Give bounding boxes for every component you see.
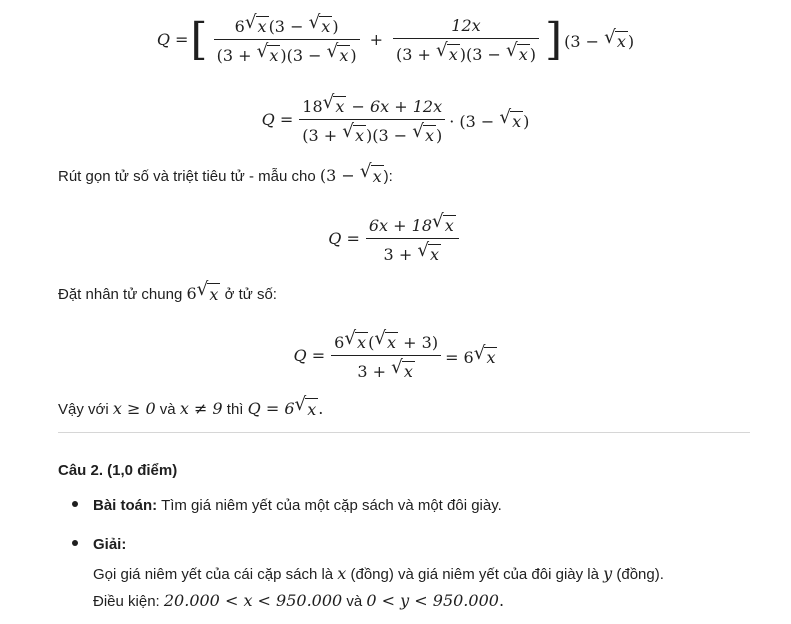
eq1-lhs: Q = bbox=[156, 30, 189, 49]
fraction-bar bbox=[214, 39, 360, 40]
bullet-problem: Bài toán: Tìm giá niêm yết của một cặp sách và một đôi giày. bbox=[72, 495, 502, 517]
paragraph-simplify: Rút gọn tử số và triệt tiêu tử - mẫu cho (3 − √ x ): bbox=[58, 161, 393, 186]
right-bracket: ] bbox=[545, 13, 563, 65]
eq2-fraction: 18 √ x − 6x + 12x (3 + √ x )(3 − √ x ) bbox=[299, 94, 445, 145]
section-divider bbox=[58, 432, 750, 433]
bullet-dot bbox=[72, 501, 78, 507]
sqrt: √ x bbox=[244, 12, 267, 36]
solution-line-2: Điều kiện: 20.000 < x < 950.000 và 0 < y < 950.000. bbox=[93, 591, 505, 610]
paragraph-conclusion: Vậy với x ≥ 0 và x ≠ 9 thì Q = 6 √ x . bbox=[58, 394, 324, 419]
eq3-fraction: 6x + 18 √ x 3 + √ x bbox=[366, 213, 459, 264]
section-heading: Câu 2. (1,0 điểm) bbox=[58, 462, 178, 479]
equation-4: Q = 6 √ x ( √ x + 3) 3 + √ x = 6 √ x bbox=[293, 328, 496, 381]
eq1-fraction-1: 6 √ x (3 − √ x ) (3 + √ x )(3 − √ x ) bbox=[214, 14, 360, 65]
eq4-fraction: 6 √ x ( √ x + 3) 3 + √ x bbox=[331, 330, 441, 381]
paragraph-factor: Đặt nhân tử chung 6 √ x ở tử số: bbox=[58, 279, 277, 304]
eq1-plus: + bbox=[369, 30, 383, 49]
equation-1: Q = [ 6 √ x (3 − √ x ) (3 + √ x )(3 − √ x ) + 12x (3 + √ x )(3 − √ x ) ] (3 − √ x ) bbox=[156, 12, 635, 65]
bullet-dot bbox=[72, 540, 78, 546]
eq1-fraction-2: 12x (3 + √ x )(3 − √ x ) bbox=[393, 16, 539, 64]
bullet-solution: Giải: bbox=[72, 534, 126, 556]
equation-3: Q = 6x + 18 √ x 3 + √ x bbox=[0, 213, 791, 264]
equation-2: Q = 18 √ x − 6x + 12x (3 + √ x )(3 − √ x ) · (3 − √ x ) bbox=[261, 92, 530, 145]
left-bracket: [ bbox=[190, 13, 208, 65]
solution-line-1: Gọi giá niêm yết của cái cặp sách là x (đồng) và giá niêm yết của đôi giày là y (đồng). bbox=[93, 564, 664, 583]
